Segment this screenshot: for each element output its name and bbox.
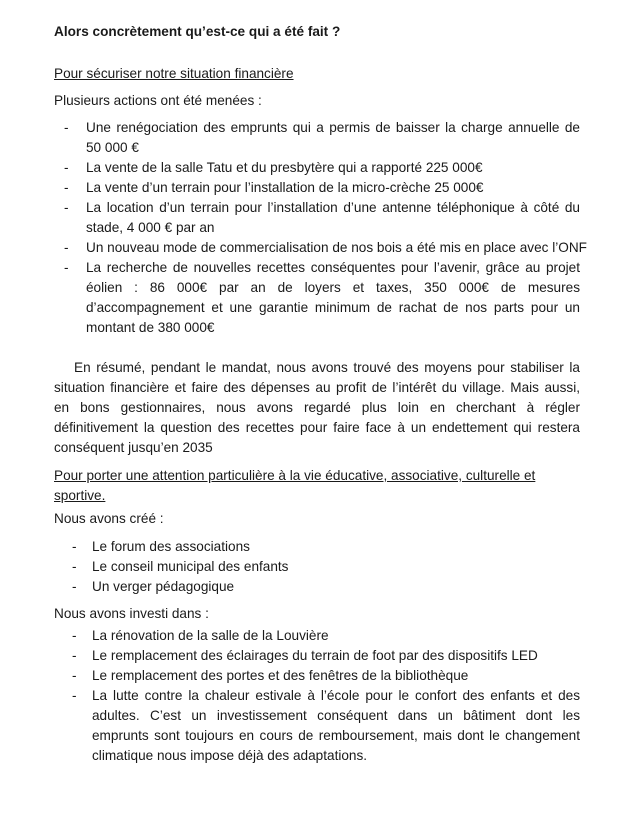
bullet-dash: -	[72, 628, 77, 643]
list-item: Un nouveau mode de commercialisation de nos bois a été mis en place avec l’ONF	[86, 240, 587, 255]
list-item-cont: d’accompagnement et une garantie minimum de rachat de nos parts pour un	[86, 300, 580, 315]
invested-intro: Nous avons investi dans :	[54, 606, 209, 621]
list-item: La lutte contre la chaleur estivale à l’école pour le confort des enfants et des	[92, 688, 580, 703]
list-item-cont: éolien : 86 000€ par an de loyers et taxes, 350 000€ de mesures	[86, 280, 580, 295]
list-item: La vente d’un terrain pour l’installation de la micro-crèche 25 000€	[86, 180, 484, 195]
summary-line: définitivement la question des recettes pour faire face à un endettement qui restera	[54, 420, 580, 435]
list-item: La vente de la salle Tatu et du presbytère qui a rapporté 225 000€	[86, 160, 483, 175]
summary-line: situation financière et faire des dépenses au profit de l’intérêt du village. Mais aussi,	[54, 380, 580, 395]
bullet-dash: -	[64, 160, 69, 175]
bullet-dash: -	[64, 120, 69, 135]
list-item: La rénovation de la salle de la Louvière	[92, 628, 329, 643]
list-item: La recherche de nouvelles recettes conséquentes pour l’avenir, grâce au projet	[86, 260, 580, 275]
heading: Alors concrètement qu’est-ce qui a été fait ?	[54, 24, 341, 39]
bullet-dash: -	[72, 579, 77, 594]
list-item: Le remplacement des éclairages du terrain de foot par des dispositifs LED	[92, 648, 538, 663]
list-item-cont: stade, 4 000 € par an	[86, 220, 215, 235]
section1-title: Pour sécuriser notre situation financière	[54, 66, 294, 81]
summary-line: conséquent jusqu’en 2035	[54, 440, 213, 455]
list-item-cont: montant de 380 000€	[86, 320, 215, 335]
bullet-dash: -	[72, 668, 77, 683]
summary-line: en bons gestionnaires, nous avons regardé plus loin en cherchant à régler	[54, 400, 580, 415]
bullet-dash: -	[64, 200, 69, 215]
bullet-dash: -	[64, 260, 69, 275]
list-item-cont: emprunts sont toujours en cours de remboursement, mais dont le changement	[92, 728, 580, 743]
list-item: Un verger pédagogique	[92, 579, 235, 594]
list-item-cont: climatique nous impose déjà des adaptations.	[92, 748, 368, 763]
summary-line: En résumé, pendant le mandat, nous avons trouvé des moyens pour stabiliser la	[74, 360, 580, 375]
section2-title-cont: sportive.	[54, 488, 106, 503]
bullet-dash: -	[72, 559, 77, 574]
section1-intro: Plusieurs actions ont été menées :	[54, 93, 262, 108]
list-item: Le forum des associations	[92, 539, 250, 554]
bullet-dash: -	[72, 539, 77, 554]
bullet-dash: -	[72, 688, 77, 703]
list-item: La location d’un terrain pour l’installation d’une antenne téléphonique à côté du	[86, 200, 580, 215]
bullet-dash: -	[64, 180, 69, 195]
created-intro: Nous avons créé :	[54, 511, 164, 526]
list-item: Le remplacement des portes et des fenêtres de la bibliothèque	[92, 668, 469, 683]
list-item: Une renégociation des emprunts qui a permis de baisser la charge annuelle de	[86, 120, 580, 135]
bullet-dash: -	[72, 648, 77, 663]
list-item-cont: 50 000 €	[86, 140, 139, 155]
list-item: Le conseil municipal des enfants	[92, 559, 289, 574]
section2-title: Pour porter une attention particulière à la vie éducative, associative, culturelle et	[54, 468, 536, 483]
bullet-dash: -	[64, 240, 69, 255]
list-item-cont: adultes. C’est un investissement conséquent dans un bâtiment dont les	[92, 708, 580, 723]
